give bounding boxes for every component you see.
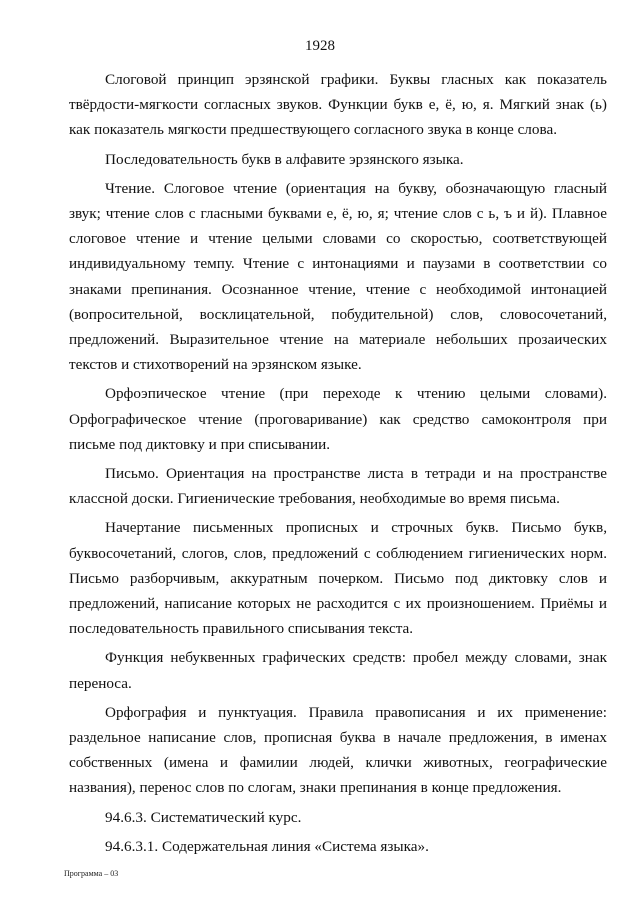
paragraph-orthoepic-reading: Орфоэпическое чтение (при переходе к чтению целыми словами). Орфографическое чтение (проговаривание) как средство самоконтроля при письме под диктовку и при списывании. [69, 385, 607, 453]
paragraph-reading: Чтение. Слоговое чтение (ориентация на букву, обозначающую гласный звук; чтение слов с гласными буквами е, ё, ю, я; чтение слов с ь, ъ и й). Плавное слоговое чтение и чтение целыми словами со скоростью, соответствующей индивидуальному темпу. Чтение с интонациями и паузами в соответствии со знаками препинания. Осознанное чтение, чтение с необходимой интонацией (вопросительной, восклицательной, побудительной) слов, словосочетаний, предложений. Выразительное чтение на материале небольших прозаических текстов и стихотворений на эрзянском языке. [69, 179, 607, 374]
paragraph-letter-writing: Начертание письменных прописных и строчных букв. Письмо букв, буквосочетаний, слогов, слов, предложений с соблюдением гигиенических норм. Письмо разборчивым, аккуратным почерком. Письмо под диктовку слов и предложений, написание которых не расходится с их произношением. Приёмы и последовательность правильного списывания текста. [69, 519, 607, 638]
section-heading-language-system: 94.6.3.1. Содержательная линия «Система языка». [105, 837, 429, 855]
page-footer: Программа – 03 [64, 869, 119, 878]
section-heading-systematic-course: 94.6.3. Систематический курс. [105, 808, 302, 826]
document-body [69, 67, 607, 859]
page-number: 1928 [305, 38, 335, 54]
paragraph-alphabet-order: Последовательность букв в алфавите эрзянского языка. [105, 150, 464, 168]
paragraph-orthography: Орфография и пунктуация. Правила правописания и их применение: раздельное написание слов, прописная буква в начале предложения, в именах собственных (имена и фамилии людей, клички животных, географические названия), перенос слов по слогам, знаки препинания в конце предложения. [69, 703, 607, 797]
paragraph-writing: Письмо. Ориентация на пространстве листа в тетради и на пространстве классной доски. Гигиенические требования, необходимые во время письма. [69, 465, 607, 508]
paragraph-nonletter-graphics: Функция небуквенных графических средств: пробел между словами, знак переноса. [69, 649, 607, 692]
paragraph-graphics-principle: Слоговой принцип эрзянской графики. Буквы гласных как показатель твёрдости-мягкости согласных звуков. Функции букв е, ё, ю, я. Мягкий знак (ь) как показатель мягкости предшествующего согласного звука в конце слова. [69, 71, 607, 139]
